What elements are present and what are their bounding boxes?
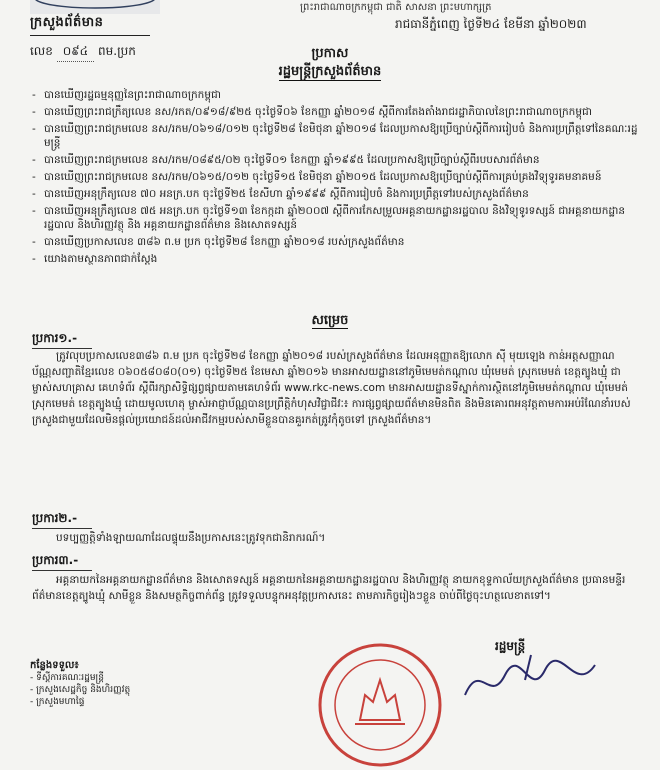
decision-heading <box>0 312 660 331</box>
issue-date: រាជធានីភ្នំពេញ ថ្ងៃទី២៤ ខែមីនា ឆ្នាំ២០២៣ <box>395 17 587 31</box>
visa-item: - បានឃើញព្រះរាជក្រមលេខ នស/រកម/០៦១៨/០១២ ចុះថ្ងៃទី២៨ ខែមិថុនា ឆ្នាំ២០១៨ ដែលប្រកាសឱ្យប្រើច្បាប់ស្តីពីការរៀបចំ និងការប្រព្រឹត្តទៅនៃគណៈរដ្ឋមន្ត្រី <box>30 122 640 150</box>
recipients-heading: កន្លែងទទួល៖ <box>30 660 79 671</box>
signer-title: រដ្ឋមន្ត្រី <box>495 639 526 653</box>
issuer-heading-text: រដ្ឋមន្ត្រីក្រសួងព័ត៌មាន <box>278 64 382 79</box>
kingdom-line: ព្រះរាជាណាចក្រកម្ពុជា ជាតិ សាសនា ព្រះមហាក្សត្រ <box>300 2 492 13</box>
visa-item: - យោងតាមស្ថានភាពជាក់ស្តែង <box>30 252 640 266</box>
visa-item: - បានឃើញព្រះរាជក្រមលេខ នស/រកម/០៦១៥/០១២ ចុះថ្ងៃទី១៥ ខែមិថុនា ឆ្នាំ២០១៥ ដែលប្រកាសឱ្យប្រើច្បាប់ស្តីពីការគ្រប់គ្រងវិទ្យុទូរគមនាគមន៍ <box>30 170 640 184</box>
ministry-name: ក្រសួងព័ត៌មាន <box>30 14 150 36</box>
article-1-text: ត្រូវលុបប្រកាសលេខ៣៨៦ ព.ម ប្រក ចុះថ្ងៃទី២៨ ខែកញ្ញា ឆ្នាំ២០១៨ របស់ក្រសួងព័ត៌មាន ដែលអនុញ្ញាតឱ្យលោក ស៊ី មុយឡេង កាន់អត្តសញ្ញាណប័ណ្ណសញ្ជាតិខ្មែរលេខ ០៦០៥៨០៨០(០១) ចុះថ្ងៃទី២៥ ខែមេសា ឆ្នាំ២០១៦ មានអាសយដ្ឋាននៅភូមិមេមត់កណ្តាល ឃុំមេមត់ ស្រុកមេមត់ ខេត្តត្បូងឃ្មុំ ជាម្ចាស់សហគ្រាស គេហទំព័រ ស្តីពីរក្សាសិទ្ធិផ្សព្វផ្សាយតាមគេហទំព័រ www.rkc-news.com មានអាសយដ្ឋានទីស្នាក់ការស្ថិតនៅភូមិមេមត់កណ្តាល ឃុំមេមត់ ស្រុកមេមត់ ខេត្តត្បូងឃ្មុំ ដោយមូលហេតុ ម្ចាស់អាជ្ញាប័ណ្ណបានប្រព្រឹត្តិកំហុសវិជ្ជាជីវៈ៖ ការផ្សព្វផ្សាយព័ត៌មានមិនពិត និងមិនគោរពអនុវត្តតាមការអប់រំណែនាំរបស់ក្រសួងជាមួយដែលមិនផ្តល់ប្រយោជន៍ដល់អាជីវកម្មរបស់សាមីខ្លួនបានគួរកត់ត្រូវកុំតូចទៅ ក្រសួងព័ត៌មាន។ <box>32 350 631 426</box>
decision-heading-text: សម្រេច <box>311 313 349 328</box>
recipient-item: - ក្រសួងសេដ្ឋកិច្ច និងហិរញ្ញវត្ថុ <box>30 684 130 696</box>
visa-item: - បានឃើញរដ្ឋធម្មនុញ្ញនៃព្រះរាជាណាចក្រកម្ពុជា <box>30 88 640 102</box>
reference-label: លេខ <box>30 44 53 58</box>
article-3-label: ប្រការ៣.- <box>32 552 92 571</box>
visa-item: - បានឃើញអនុក្រឹត្យលេខ ៧០ អនក្រ.បក ចុះថ្ងៃទី២៥ ខែសីហា ឆ្នាំ១៩៩៩ ស្តីពីការរៀបចំ និងការប្រព្រឹត្តទៅរបស់ក្រសួងព័ត៌មាន <box>30 187 640 201</box>
visa-item: - បានឃើញអនុក្រឹត្យលេខ ៧៥ អនក្រ.បក ចុះថ្ងៃទី១៣ ខែកក្កដា ឆ្នាំ២០០៧ ស្តីពីការកែសម្រួលអគ្គនាយកដ្ឋានរដ្ឋបាល និងវិទ្យុទូរទស្សន៍ ជាអគ្គនាយកដ្ឋានរដ្ឋបាល និងហិរញ្ញវត្ថុ និង អគ្គនាយកដ្ឋានព័ត៌មាន និងសោតទស្សន៍ <box>30 204 640 232</box>
minister-signature <box>455 650 605 710</box>
recipient-item: - ទីស្តីការគណៈរដ្ឋមន្ត្រី <box>30 672 130 684</box>
recipient-item: - ក្រសួងមហាផ្ទៃ <box>30 696 130 708</box>
recipients-list <box>30 672 130 708</box>
article-3-text: អគ្គនាយកនៃអគ្គនាយកដ្ឋានព័ត៌មាន និងសោតទស្សន៍ អគ្គនាយកនៃអគ្គនាយកដ្ឋានរដ្ឋបាល និងហិរញ្ញវត្ថុ នាយកខុទ្ទកាល័យក្រសួងព័ត៌មាន ប្រធានមន្ទីរព័ត៌មានខេត្តត្បូងឃ្មុំ សាមីខ្លួន និងសមត្ថកិច្ចពាក់ព័ន្ធ ត្រូវទទួលបន្ទុកអនុវត្តប្រកាសនេះ តាមភារកិច្ចរៀងៗខ្លួន ចាប់ពីថ្ងៃចុះហត្ថលេខាតទៅ។ <box>32 574 626 602</box>
issuer-heading <box>0 63 660 82</box>
article-1-label: ប្រការ១.- <box>32 330 92 349</box>
visa-item: - បានឃើញព្រះរាជក្រឹត្យលេខ នស/រកត/០៩១៨/៩២៥ ចុះថ្ងៃទី០៦ ខែកញ្ញា ឆ្នាំ២០១៨ ស្តីពីការតែងតាំងរាជរដ្ឋាភិបាលនៃព្រះរាជាណាចក្រកម្ពុជា <box>30 105 640 119</box>
reference-suffix: ពម.ប្រក <box>98 44 136 58</box>
document-type-heading: ប្រកាស <box>311 46 349 61</box>
visa-item: - បានឃើញប្រកាសលេខ ៣៨៦ ព.ម ប្រក ចុះថ្ងៃទី២៨ ខែកញ្ញា ឆ្នាំ២០១៨ របស់ក្រសួងព័ត៌មាន <box>30 235 640 249</box>
visa-list <box>30 88 640 269</box>
article-2-label: ប្រការ២.- <box>32 510 92 529</box>
article-2-text: បទប្បញ្ញត្តិទាំងឡាយណាដែលផ្ទុយនឹងប្រកាសនេះត្រូវទុកជានិរាករណ៍។ <box>56 532 326 544</box>
visa-item: - បានឃើញព្រះរាជក្រមលេខ នស/រកម/០៨៩៥/០២ ចុះថ្ងៃទី០១ ខែកញ្ញា ឆ្នាំ១៩៩៥ ដែលប្រកាសឱ្យប្រើច្បាប់ស្តីពីរបបសារព័ត៌មាន <box>30 153 640 167</box>
reference-number: ០៩៤ <box>57 43 95 62</box>
official-stamp <box>315 640 445 770</box>
